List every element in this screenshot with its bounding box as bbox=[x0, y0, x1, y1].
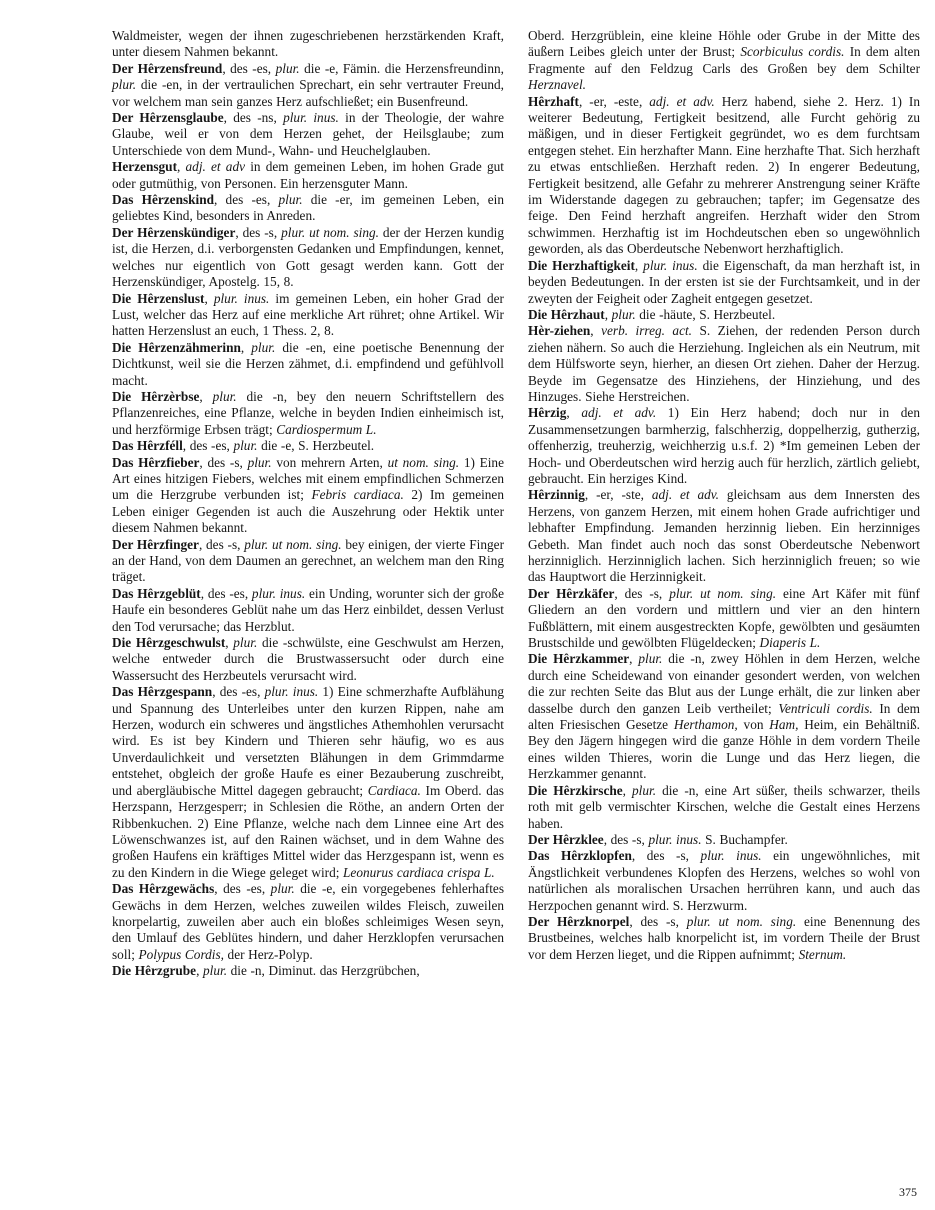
entry-headword: Die Hêrzenzähmerinn bbox=[112, 339, 241, 355]
dictionary-entry bbox=[528, 783, 920, 832]
entry-text: S. Buchampfer. bbox=[701, 831, 788, 847]
entry-italic-text: plur. bbox=[638, 651, 663, 667]
entry-headword: Der Hêrzenskündiger bbox=[112, 224, 236, 240]
dictionary-entry bbox=[112, 586, 504, 635]
dictionary-entry bbox=[112, 225, 504, 291]
entry-italic-text: plur. ut nom. sing. bbox=[281, 224, 379, 240]
entry-text: In dem alten Friesischen Gesetze bbox=[528, 700, 920, 733]
right-column bbox=[528, 28, 920, 980]
entry-text: Herz habend, siehe 2. Herz. 1) In weiterer Bedeutung, Fertigkeit besitzend, alle Furcht gehörig zu mäßigen, und in dieser Fertigkeit gegründet, wo es dem furchtsam entgegen stehet. Ein herzhafter Mann. Eine herzhafte That. Sich herzhaft zu etwas entschließen. Herzhaft reden. 2) In engerer Bedeutung, Fertigkeit besitzend, alle Gefahr zu mehrerer Anstrengung seiner Kräfte im Widerstande dagegen zu gebrauchen; tapfer; im Gegensatze des feige. Den Feind herzhaft angreifen. Herzhaft wider den Strom schwimmen. Herzhaftig ist im Hochdeutschen eben so ungewöhnlich geworden, als das Oberdeutsche Nebenwort herzhaftiglich. bbox=[528, 93, 920, 257]
dictionary-entry bbox=[112, 537, 504, 586]
entry-italic-text: Polypus Cordis, bbox=[138, 946, 224, 962]
entry-italic-text: plur. ut nom. sing. bbox=[686, 913, 797, 929]
page-number: 375 bbox=[899, 1185, 917, 1199]
entry-text: , des -es, bbox=[222, 60, 276, 76]
dictionary-entry bbox=[528, 914, 920, 963]
entry-text: , bbox=[177, 159, 186, 175]
entry-italic-text: adj. et adv. bbox=[649, 93, 715, 109]
entry-text: , bbox=[196, 963, 204, 979]
entry-text: , -er, -este, bbox=[578, 93, 650, 109]
entry-text: die -en, eine poetische Benennung der Dichtkunst, weil sie die Herzen zähmet, d.i. empfindend und gefühlvoll macht. bbox=[112, 339, 504, 388]
dictionary-entry bbox=[528, 848, 920, 914]
entry-italic-text: plur. bbox=[611, 306, 636, 322]
dictionary-entry bbox=[528, 487, 920, 585]
entry-italic-text: Cardiospermum L. bbox=[276, 421, 377, 437]
entry-headword: Der Hêrzensglaube bbox=[112, 110, 224, 126]
entry-text: die -en, in der vertraulichen Sprechart, ein sehr vertrauter Freund, vor welchem man sein ganzes Herz aufschließet; ein Busenfreund. bbox=[112, 77, 504, 109]
entry-italic-text: plur. bbox=[247, 454, 272, 470]
entry-italic-text: Herthamon, bbox=[673, 717, 738, 733]
entry-text: , des -s, bbox=[629, 913, 687, 929]
dictionary-entry bbox=[112, 684, 504, 881]
entry-text: ein ungewöhnliches, mit Ängstlichkeit verbundenes Klopfen des Herzens, welches so wohl von natürlichen als moralischen Ursachen herrühren kann, und auch das Herzpochen genannt wird. S. Herzwurm. bbox=[528, 848, 921, 913]
entry-headword: Der Hêrzknorpel bbox=[528, 913, 630, 929]
entry-text: die -n, zwey Höhlen in dem Herzen, welche durch eine Scheidewand von einander gesondert werden, von welchen die zur rechten Seite das Blut aus der Lunge erhält, die zur linken aber dasselbe durch den ganzen Leib vertheilet; bbox=[528, 651, 920, 716]
entry-headword: Der Hêrzkäfer bbox=[528, 585, 615, 601]
entry-text: der der Herzen kundig ist, die Herzen, d.i. verborgensten Gedanken und Empfindungen, kennet, welches nur eigentlich von Gott gesagt werden kann. Gott der Herzenskündiger, Apostelg. 15, 8. bbox=[112, 224, 505, 290]
entry-headword: Herzensgut bbox=[112, 159, 177, 175]
entry-headword: Das Hêrzfieber bbox=[112, 454, 200, 470]
entry-text: 1) Eine Art eines hitzigen Fiebers, welches mit einem empfindlichen Schmerzen um die Herzgrube verbunden ist; bbox=[112, 454, 504, 503]
entry-text: von bbox=[737, 717, 770, 733]
entry-headword: Die Hêrzkirsche bbox=[528, 782, 623, 798]
entry-text: eine Benennung des Brustbeines, welches halb knorpelicht ist, im vordern Theile der Brust vor dem Herzen lieget, und die Rippen aufnimmt; bbox=[528, 913, 921, 962]
entry-text: , bbox=[604, 306, 612, 322]
entry-text: , bbox=[240, 339, 252, 355]
left-column bbox=[112, 28, 504, 980]
entry-text: , des -s, bbox=[603, 831, 649, 847]
dictionary-entry bbox=[112, 881, 504, 963]
entry-headword: Die Hêrzenslust bbox=[112, 290, 205, 306]
entry-text: , bbox=[199, 388, 213, 404]
entry-italic-text: plur. inus. bbox=[213, 290, 270, 306]
entry-text: eine Art Käfer mit fünf Gliedern an den vordern und mittlern und vier an den hintern Fußblättern, mit einem ausgestreckten Kopfe, gewölbten und gesäumten Brustschilde und gewölbten Flügeldecken; bbox=[528, 585, 920, 651]
entry-text: der Herz-Polyp. bbox=[223, 946, 313, 962]
dictionary-entry bbox=[112, 61, 504, 110]
entry-headword: Die Hêrzèrbse bbox=[112, 388, 200, 404]
dictionary-entry bbox=[528, 651, 920, 782]
entry-italic-text: plur. bbox=[251, 339, 276, 355]
dictionary-entry bbox=[528, 586, 920, 652]
entry-text: Oberd. Herzgrüblein, eine kleine Höhle oder Grube in der Mitte des äußern Leibes gleich unter der Brust; bbox=[528, 28, 920, 60]
entry-italic-text: plur. inus. bbox=[251, 585, 306, 601]
entry-italic-text: plur. inus. bbox=[700, 848, 762, 864]
entry-italic-text: Scorbiculus cordis. bbox=[740, 44, 845, 60]
entry-text: , des -es, bbox=[200, 585, 252, 601]
entry-headword: Der Hêrzklee bbox=[528, 831, 604, 847]
entry-text: in dem gemeinen Leben, im hohen Grade gut oder gutmüthig, von Personen. Ein herzensguter Mann. bbox=[112, 159, 504, 191]
entry-italic-text: plur. inus. bbox=[283, 110, 339, 126]
entry-headword: Die Hêrzkammer bbox=[528, 651, 630, 667]
dictionary-entry bbox=[112, 389, 504, 438]
entry-text: , des -es, bbox=[214, 192, 279, 208]
dictionary-entry bbox=[112, 455, 504, 537]
entry-text: Heim, ein Behältniß. Bey den Jägern hingegen wird die ganze Höhle in dem vordern Theile eines wilden Thieres, worin die Lunge und das Herz liegen, die Herzkammer genannt. bbox=[528, 717, 920, 782]
entry-italic-text: plur. bbox=[275, 60, 300, 76]
entry-text: , bbox=[225, 635, 234, 651]
entry-headword: Der Hêrzfinger bbox=[112, 536, 199, 552]
entry-text: ein Unding, worunter sich der große Haufe ein besonderes Geblüt nahe um das Herz einbildet, dessen Verlust den Tod verursache; das Herzblut. bbox=[112, 585, 504, 634]
entry-italic-text: plur. bbox=[632, 782, 657, 798]
entry-headword: Der Hêrzensfreund bbox=[112, 60, 223, 76]
entry-text: die -e, ein vorgegebenes fehlerhaftes Gewächs in dem Herzen, welches zuweilen wildes Fleisch, zuweilen knorpelartig, zuweilen aber auch ein bloßes schleimiges Wesen seyn, den Umlauf des Geblütes hindern, und daher Herzklopfen verursachen soll; bbox=[112, 881, 504, 962]
entry-italic-text: adj. et adv bbox=[185, 159, 246, 175]
entry-text: , des -s, bbox=[631, 848, 701, 864]
entry-text: , des -s, bbox=[235, 224, 282, 240]
entry-text: 1) Eine schmerzhafte Aufblähung und Spannung des Unterleibes unter den kurzen Rippen, nahe am Herzen, wodurch ein schweres und ängstliches Athemhohlen verursacht wird. Es ist bey Kindern und Thieren sehr häufig, wo es aus Unverdaulichkeit und versetzten Blähungen in dem Grimmdarme entstehet, obgleich der große Haufe es einer Bezauberung zuschreibt, und abergläubische Mittel dagegen gebraucht; bbox=[112, 684, 504, 798]
dictionary-entry bbox=[112, 340, 504, 389]
entry-text: gleichsam aus dem Innersten des Herzens, von ganzem Herzen, mit einem hohen Grade aufrichtiger und lebhafter Empfindung. Jemanden herzinnig lieben. Ein herzinniges Gebeth. Man findet auch noch das sonst Oberdeutsche Nebenwort herzinniglich. Herzinniglich lachen. Sich herzinniglich freuen; so wie das Hauptwort die Herzinnigkeit. bbox=[528, 487, 920, 585]
dictionary-entry bbox=[528, 258, 920, 307]
entry-text: , -er, -ste, bbox=[584, 487, 652, 503]
entry-text: die -e, Fämin. die Herzensfreundinn, bbox=[299, 60, 504, 76]
entry-text: , des -es, bbox=[182, 438, 234, 454]
entry-text: in der Theologie, der wahre Glaube, weil er von dem Herzen gehet, der Heilsglaube; zum Unterschiede von dem Mund-, Wahn- und Heuchelglauben. bbox=[112, 110, 504, 158]
entry-headword: Hêrzig bbox=[528, 405, 567, 421]
entry-headword: Die Herzhaftigkeit bbox=[528, 257, 635, 273]
entry-italic-text: plur. inus. bbox=[264, 684, 319, 700]
dictionary-entry bbox=[528, 323, 920, 405]
entry-headword: Hêrzhaft bbox=[528, 93, 579, 109]
entry-italic-text: plur. inus. bbox=[643, 257, 698, 273]
entry-italic-text: plur. ut nom. sing. bbox=[669, 585, 777, 601]
entry-text: , des -s, bbox=[199, 454, 248, 470]
entry-italic-text: ut nom. sing. bbox=[387, 454, 460, 470]
entry-italic-text: Cardiaca. bbox=[367, 782, 421, 798]
entry-text: 1) Ein Herz habend; doch nur in den Zusammensetzungen barmherzig, falschherzig, doppelherzig, gutherzig, offenherzig, treuherzig, weichherzig u.s.f. 2) *Im gemeinen Leben der Hoch- und Oberdeutschen wird herzig auch für herzlich, zärtlich geliebt, gebraucht. Ein herziges Kind. bbox=[528, 405, 920, 486]
entry-text: im gemeinen Leben, ein hoher Grad der Lust, welcher das Herz auf eine merkliche Art rühret; ohne Artikel. Wir hatten Herzenslust an euch, 1 Thess. 2, 8. bbox=[112, 290, 504, 339]
entry-text: , bbox=[629, 651, 639, 667]
entry-italic-text: Diaperis L. bbox=[759, 635, 821, 651]
entry-italic-text: plur. ut nom. sing. bbox=[244, 536, 342, 552]
entry-italic-text: plur. bbox=[233, 635, 258, 651]
entry-headword: Die Hêrzhaut bbox=[528, 306, 605, 322]
entry-headword: Das Hêrzféll bbox=[112, 438, 183, 454]
dictionary-entry bbox=[112, 110, 504, 159]
dictionary-entry bbox=[112, 438, 504, 454]
entry-headword: Die Hêrzgrube bbox=[112, 963, 197, 979]
entry-italic-text: plur. bbox=[233, 438, 258, 454]
dictionary-entry bbox=[112, 159, 504, 192]
entry-italic-text: Herznavel. bbox=[528, 77, 586, 93]
entry-text: die -häute, S. Herzbeutel. bbox=[635, 306, 776, 322]
dictionary-entry bbox=[112, 635, 504, 684]
entry-italic-text: Febris cardiaca. bbox=[311, 487, 404, 503]
dictionary-entry bbox=[528, 832, 920, 848]
entry-text: , bbox=[634, 257, 644, 273]
entry-headword: Das Hêrzgewächs bbox=[112, 881, 215, 897]
entry-headword: Das Hêrzenskind bbox=[112, 192, 215, 208]
entry-headword: Das Hêrzgespann bbox=[112, 684, 213, 700]
dictionary-entry bbox=[112, 963, 504, 979]
entry-text: , des -ns, bbox=[223, 110, 284, 126]
dictionary-entry bbox=[112, 192, 504, 225]
entry-italic-text: Sternum. bbox=[798, 946, 847, 962]
entry-headword: Die Hêrzgeschwulst bbox=[112, 635, 226, 651]
entry-text: Waldmeister, wegen der ihnen zugeschriebenen herzstärkenden Kraft, unter diesem Nahmen bekannt. bbox=[112, 28, 504, 60]
entry-italic-text: adj. et adv. bbox=[651, 487, 719, 503]
dictionary-entry bbox=[112, 28, 504, 61]
entry-headword: Das Hêrzgeblüt bbox=[112, 585, 201, 601]
entry-text: die -n, Diminut. das Herzgrübchen, bbox=[227, 963, 420, 979]
entry-text: die -n, bey den neuern Schriftstellern des Pflanzenreiches, eine Pflanze, welche in beyden Indien einheimisch ist, und herzförmige Erbsen trägt; bbox=[112, 388, 505, 437]
entry-text: die -schwülste, eine Geschwulst am Herzen, welche entweder durch die Brustwassersucht oder durch eine Wassersucht des Herzbeutels verursacht wird. bbox=[112, 635, 504, 683]
entry-headword: Hêrzinnig bbox=[528, 487, 585, 503]
entry-italic-text: plur. bbox=[112, 77, 137, 93]
entry-italic-text: plur. inus. bbox=[648, 831, 702, 847]
entry-text: bey einigen, der vierte Finger an der Hand, von dem Daumen an gerechnet, an welchem man den Ring träget. bbox=[112, 536, 505, 585]
entry-text: , des -es, bbox=[212, 684, 265, 700]
entry-italic-text: verb. irreg. act. bbox=[601, 323, 692, 339]
entry-italic-text: plur. bbox=[203, 963, 228, 979]
entry-italic-text: plur. bbox=[278, 192, 303, 208]
entry-text: von mehrern Arten, bbox=[271, 454, 388, 470]
entry-text: , des -s, bbox=[198, 536, 245, 552]
dictionary-entry bbox=[528, 94, 920, 258]
entry-text: , bbox=[566, 405, 582, 421]
entry-headword: Hèr-ziehen bbox=[528, 323, 591, 339]
entry-italic-text: adj. et adv. bbox=[581, 405, 657, 421]
entry-text: 2) Im gemeinen Leben einiger Gegenden ist auch die Auszehrung oder Hektik unter diesem Nahmen bekannt. bbox=[112, 487, 504, 536]
entry-text: , bbox=[204, 290, 214, 306]
entry-italic-text: plur. bbox=[270, 881, 295, 897]
entry-headword: Das Hêrzklopfen bbox=[528, 848, 632, 864]
entry-text: die -er, im gemeinen Leben, ein geliebtes Kind, besonders in Anreden. bbox=[112, 192, 505, 224]
dictionary-entry bbox=[528, 405, 920, 487]
entry-text: , des -s, bbox=[614, 585, 670, 601]
entry-text: , bbox=[590, 323, 602, 339]
entry-text: S. Ziehen, der redenden Person durch ziehen nähern. So auch die Herziehung. Ingleichen als ein Neutrum, mit dem Hülfsworte seyn, hierher, an diesen Ort ziehen. Daher der Herzug. Beyde im Gegensatze des Hinziehens, der Hinziehung, und des Hinzuges. Siehe Herstreichen. bbox=[528, 323, 921, 404]
entry-italic-text: Ham, bbox=[769, 717, 799, 733]
entry-text: , bbox=[622, 782, 633, 798]
dictionary-entry bbox=[112, 291, 504, 340]
entry-text: die Eigenschaft, da man herzhaft ist, in beyden Bedeutungen. In der ersten ist sie der Furchtsamkeit, und in der zweyten der Feigheit oder Zagheit entgegen gesetzet. bbox=[528, 257, 920, 306]
entry-text: , des -es, bbox=[214, 881, 271, 897]
entry-text: In dem alten Fragmente auf den Feldzug Carls des Großen bey dem Schilter bbox=[528, 44, 920, 76]
entry-italic-text: Leonurus cardiaca crispa L. bbox=[343, 864, 495, 880]
entry-text: die -n, eine Art süßer, theils schwarzer, theils roth mit gelb vermischter Kirschen, welche die Gestalt eines Herzens haben. bbox=[528, 782, 920, 831]
entry-italic-text: Ventriculi cordis. bbox=[778, 700, 873, 716]
dictionary-entry bbox=[528, 28, 920, 94]
entry-text: die -e, S. Herzbeutel. bbox=[257, 438, 375, 454]
dictionary-entry bbox=[528, 307, 920, 323]
entry-text: Im Oberd. das Herzspann, Herzgesperr; in Schlesien die Röthe, an andern Orten der Ribbenkuchen. 2) Eine Pflanze, welche nach dem Linnee eine Art des Löwenschwanzes ist, auf den Rainen wächset, und in dem Wahne des großen Haufens ein kräftiges Mittel wider das Herzgespann ist, wenn es zu den Kindern in die Wiege geleget wird; bbox=[112, 782, 504, 880]
entry-italic-text: plur. bbox=[212, 388, 237, 404]
